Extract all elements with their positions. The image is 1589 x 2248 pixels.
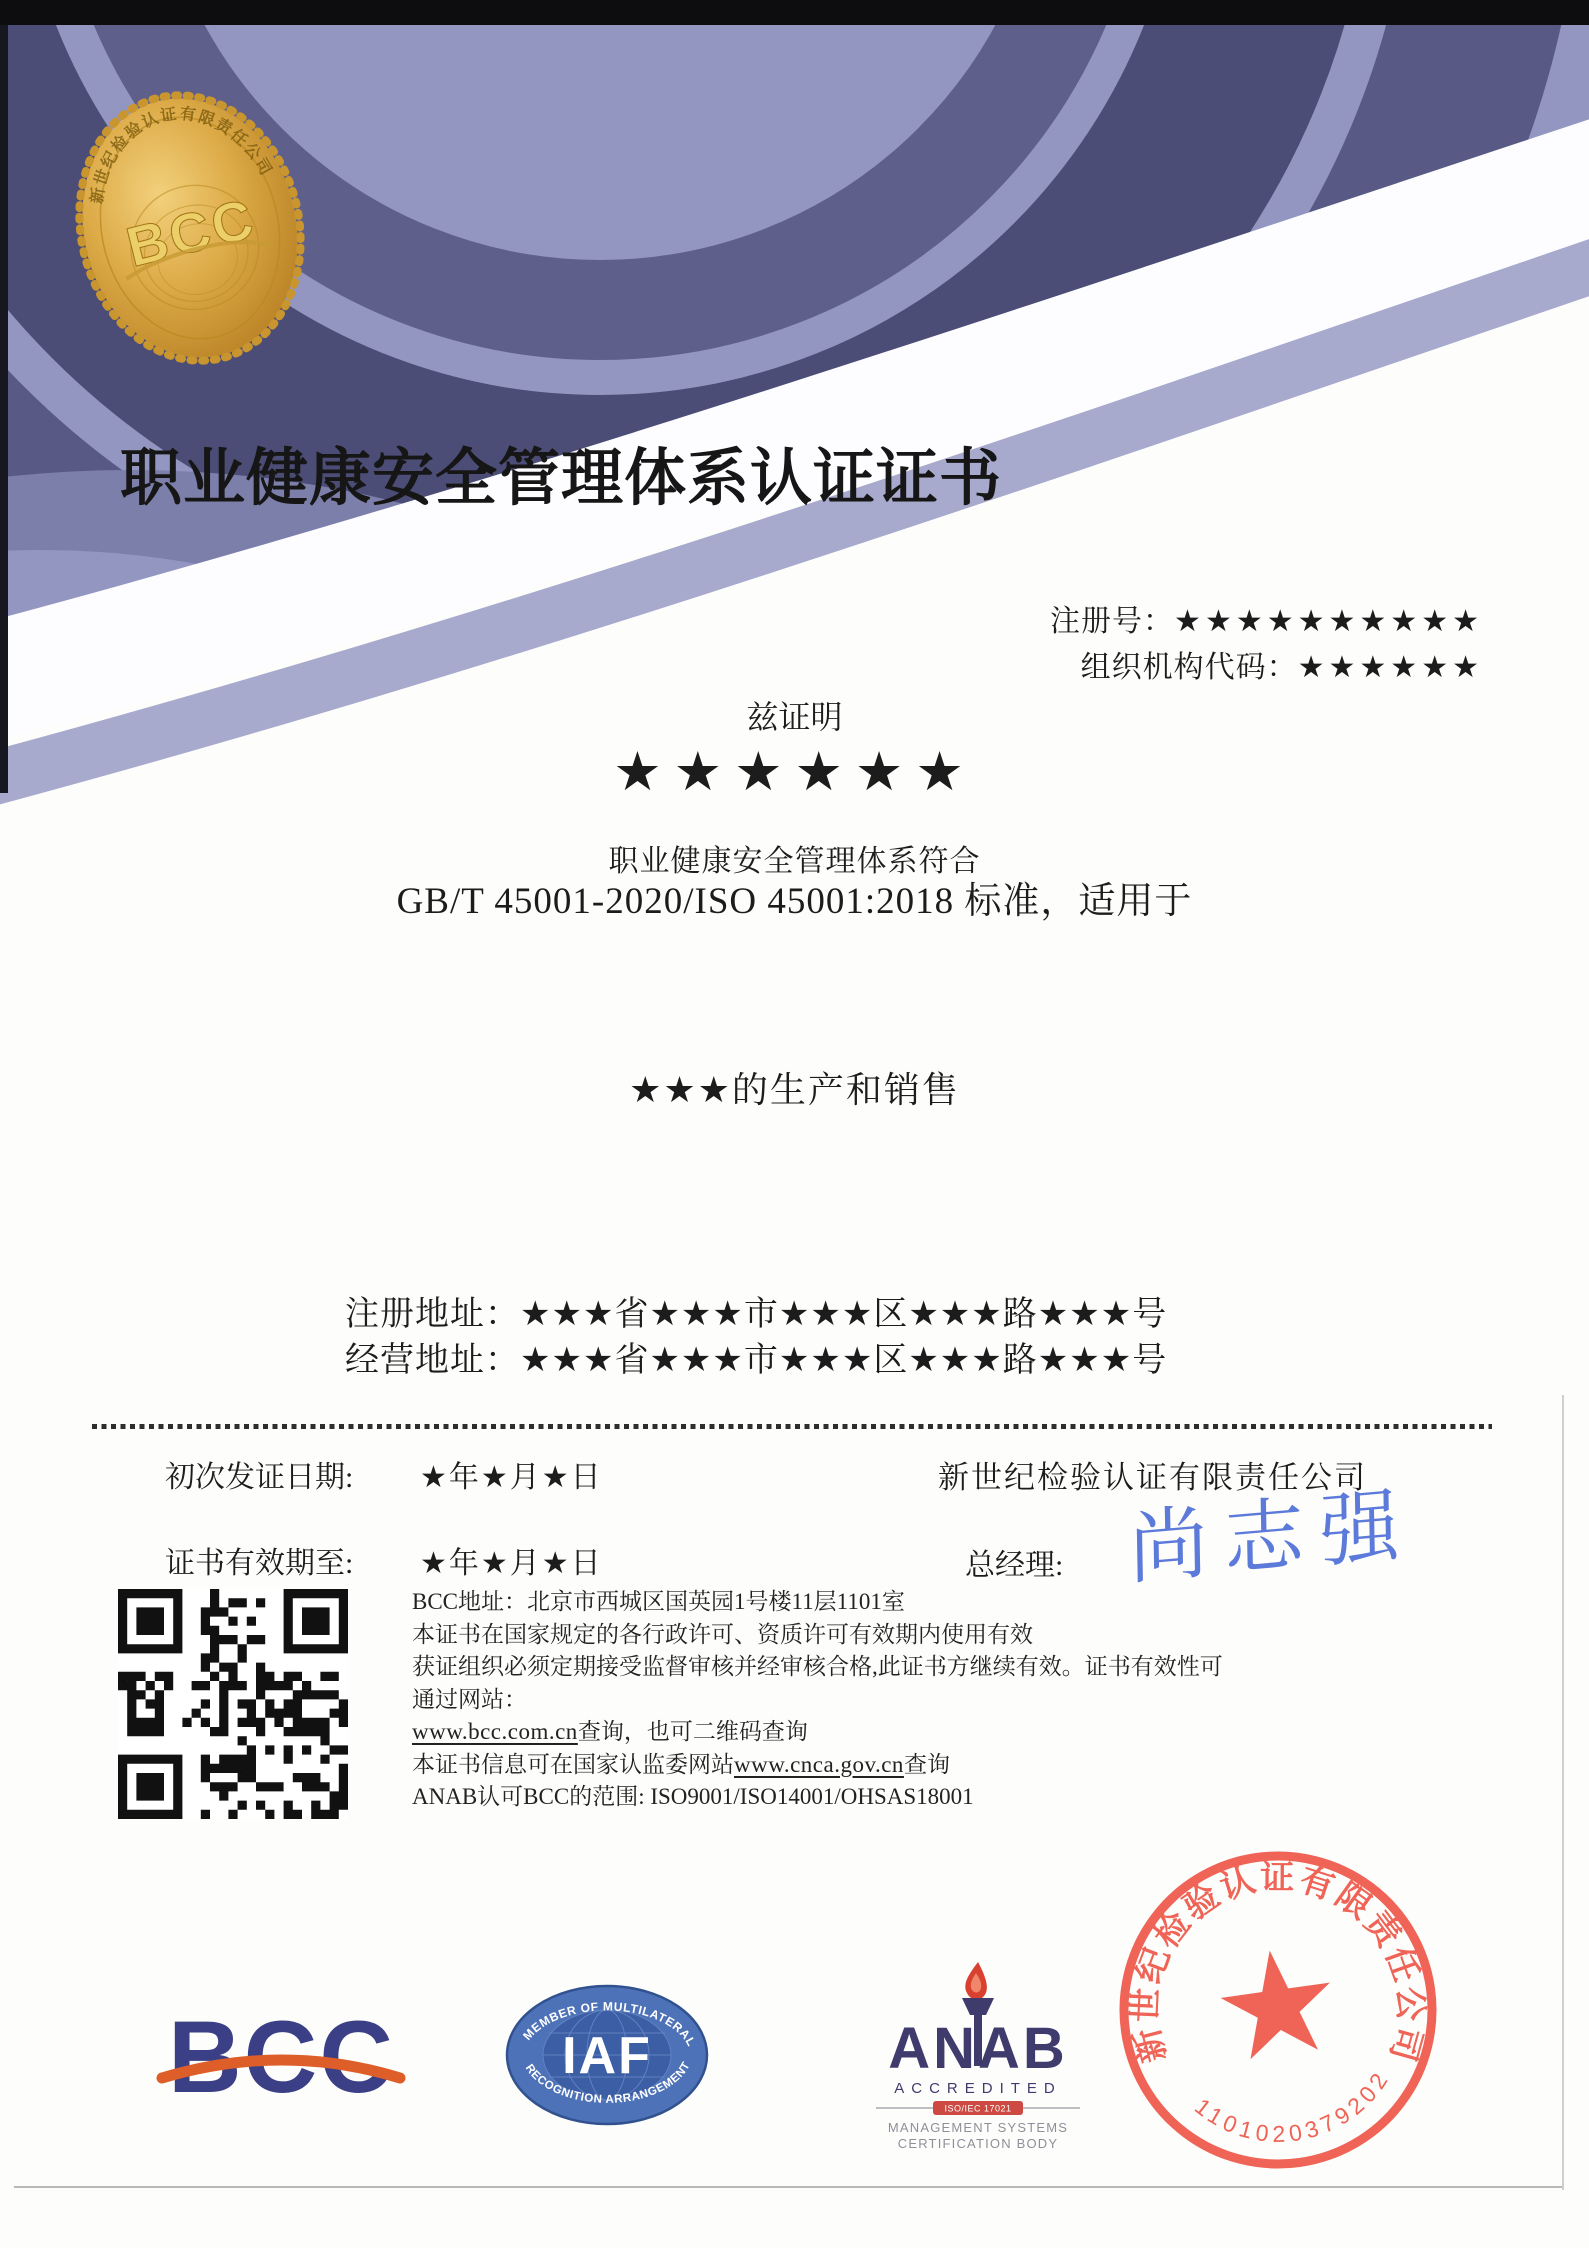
registered-address-value: ★★★省★★★市★★★区★★★路★★★号 [520, 1296, 1168, 1333]
registration-value: ★★★★★★★★★★ [1174, 605, 1483, 638]
standard-line: GB/T 45001-2020/ISO 45001:2018 标准，适用于 [396, 881, 1193, 922]
org-code-value: ★★★★★★ [1297, 651, 1483, 684]
note-cnca-rest: 查询 [903, 1751, 950, 1777]
registered-address-line [345, 1286, 1167, 1335]
org-code-label: 组织机构代码： [1080, 651, 1298, 684]
registration-label: 注册号： [1050, 605, 1175, 638]
svg-text:1101020379202 [1187, 2062, 1403, 2160]
company-name-stars: ★★★★★★ [613, 740, 976, 803]
registration-number-line [1050, 596, 1483, 640]
business-address-line [345, 1332, 1167, 1381]
anab-accredited-text: ACCREDITED [894, 2080, 1062, 2097]
cnca-website-link[interactable]: www.cnca.gov.cn [734, 1751, 904, 1777]
note-website-query-rest: 查询，也可二维码查询 [577, 1719, 808, 1744]
seal-star-icon [1215, 1943, 1339, 2062]
note-anab-scope: ANAB认可BCC的范围: ISO9001/ISO14001/OHSAS18001 [412, 1784, 974, 1809]
bcc-logo [152, 1992, 422, 2112]
iaf-bottom-arc-text: RECOGNITION ARRANGEMENT [522, 2059, 693, 2106]
scan-edge-top [0, 0, 1589, 25]
note-bcc-address: BCC地址：北京市西城区国英园1号楼11层1101室 [412, 1589, 905, 1614]
scan-edge-right [1562, 1395, 1564, 2190]
certification-scope: ★★★的生产和销售 [629, 1070, 960, 1110]
valid-until-label: 证书有效期至: [165, 1547, 354, 1580]
dotted-separator [92, 1424, 1492, 1429]
business-address-value: ★★★省★★★市★★★区★★★路★★★号 [520, 1342, 1168, 1379]
medal-bcc-text: BCC [120, 186, 262, 279]
system-compliance-line: 职业健康安全管理体系符合 [608, 845, 981, 878]
certificate-notes [412, 1586, 1242, 1814]
seal-ring-text: 新世纪检验认证有限责任公司 [1127, 1859, 1429, 2068]
bcc-website-link[interactable]: www.bcc.com.cn [412, 1719, 578, 1744]
qr-code [118, 1589, 348, 1824]
org-code-line [1081, 642, 1483, 686]
note-cnca-pre: 本证书信息可在国家认监委网站 [412, 1751, 734, 1777]
iaf-center-text: IAF [562, 2027, 652, 2085]
note-surveillance: 获证组织必须定期接受监督审核并经审核合格,此证书方继续有效。证书有效性可通过网站： [412, 1654, 1223, 1712]
certificate-title: 职业健康安全管理体系认证证书 [120, 445, 1003, 513]
anab-subtext-line1: MANAGEMENT SYSTEMS [887, 2120, 1069, 2135]
anab-subtext-line2: CERTIFICATION BODY [897, 2136, 1059, 2151]
anab-logo [848, 1958, 1108, 2154]
anab-badge-text: ISO/IEC 17021 [944, 2103, 1012, 2114]
note-website-query [412, 1716, 1242, 1749]
iaf-logo [503, 1984, 711, 2126]
scan-edge-bottom [14, 2186, 1562, 2188]
first-issue-value: ★年★月★日 [420, 1461, 603, 1494]
general-manager-signature: 尚志强 [1127, 1481, 1417, 1595]
iaf-top-arc-text: MEMBER OF MULTILATERAL [520, 1999, 699, 2049]
company-seal [1110, 1842, 1446, 2178]
general-manager-label: 总经理: [965, 1549, 1064, 1582]
note-validity: 本证书在国家规定的各行政许可、资质许可有效期内使用有效 [412, 1621, 1033, 1647]
note-cnca-query [412, 1749, 1242, 1782]
seal-number-text: 1101020379202 [1190, 2064, 1396, 2148]
business-address-label: 经营地址： [345, 1342, 520, 1379]
registered-address-label: 注册地址： [345, 1296, 520, 1333]
first-issue-label: 初次发证日期: [165, 1461, 354, 1494]
scan-edge-left [0, 25, 8, 793]
bcc-logo-text: BCC [168, 2000, 395, 2112]
medal-ring-text: 新世纪检验认证有限责任公司 [88, 105, 276, 205]
anab-name-text: ANAB [888, 2016, 1068, 2081]
valid-until-value: ★年★月★日 [420, 1547, 603, 1580]
certify-statement: 兹证明 [746, 699, 843, 735]
issuer-company-name: 新世纪检验认证有限责任公司 [938, 1460, 1367, 1495]
